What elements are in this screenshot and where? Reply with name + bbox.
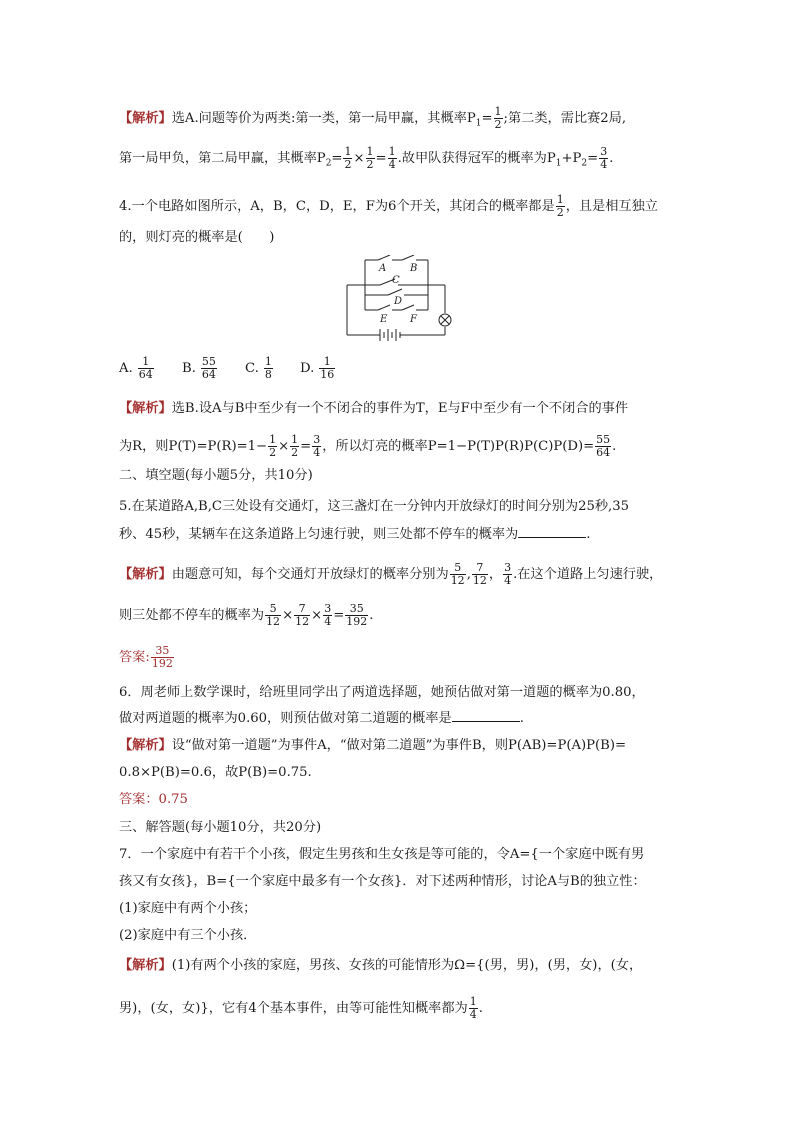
option-a[interactable] <box>119 356 155 381</box>
text: 为R，则P(T)=P(R)=1− <box>119 439 268 454</box>
question-5-line: 5.在某道路A,B,C三处设有交通灯，这三盏灯在一分钟内开放绿灯的时间分别为25秒,35 <box>119 499 630 514</box>
analysis-line <box>119 399 628 419</box>
text: 第一局甲负，第二局甲赢，其概率P <box>119 151 326 166</box>
text: 做对两道题的概率为0.60，则预估做对第二道题的概率是 <box>119 711 452 726</box>
text: .在这个道路上匀速行驶， <box>513 567 663 582</box>
analysis-line <box>119 106 626 134</box>
fraction: $\frac{1}{2}$ <box>344 145 352 171</box>
option-letter: C. <box>245 361 259 376</box>
text: 秒、45秒，某辆车在这条道路上匀速行驶，则三处都不停车的概率为 <box>119 527 519 542</box>
text: × <box>282 608 294 623</box>
option-c[interactable] <box>245 356 274 381</box>
question-4-line <box>119 194 658 219</box>
text: × <box>278 439 290 454</box>
fraction: $\frac{3}{4}$ <box>324 602 332 628</box>
fraction: 1 16 <box>320 355 335 381</box>
text: ， <box>488 567 503 582</box>
subscript: 1 <box>555 158 562 169</box>
option-letter: B. <box>182 361 196 376</box>
fraction: $\frac{3}{4}$ <box>504 561 512 587</box>
fraction: $\frac{1}{2}$ <box>291 433 299 459</box>
answer-line: 答案：0.75 <box>119 792 188 807</box>
analysis-line: 0.8×P(B)=0.6，故P(B)=0.75. <box>119 765 312 780</box>
question-7-line: (2)家庭中有三个小孩． <box>119 928 257 943</box>
text: × <box>311 608 323 623</box>
question-4-line: 的，则灯亮的概率是( ) <box>119 230 275 245</box>
fraction: $\frac{7}{12}$ <box>472 561 487 587</box>
text: 选B.设A与B中至少有一个不闭合的事件为T，E与F中至少有一个不闭合的事件 <box>171 401 629 416</box>
text: . <box>609 151 614 166</box>
analysis-tag: 【解析】 <box>119 567 172 582</box>
option-letter: D. <box>300 361 315 376</box>
switch-label-e: E <box>380 314 388 325</box>
fraction: $\frac{35}{192}$ <box>151 644 173 670</box>
analysis-line <box>119 736 626 756</box>
answer-blank[interactable] <box>518 525 586 538</box>
text: 男)，(女，女)}，它有4个基本事件，由等可能性知概率都为 <box>119 1001 468 1016</box>
analysis-tag: 【解析】 <box>119 111 172 126</box>
fraction: 55 64 <box>201 355 216 381</box>
option-b[interactable] <box>182 356 218 381</box>
question-7-line: 孩又有女孩}，B={一个家庭中最多有一个女孩}．对下述两种情形，讨论A与B的独立性： <box>119 874 646 889</box>
analysis-line <box>119 603 373 628</box>
fraction: $\frac{3}{4}$ <box>600 145 608 171</box>
text: ，且是相互独立 <box>565 199 658 214</box>
fraction: $\frac{5}{12}$ <box>266 602 281 628</box>
text: 由题意可知，每个交通灯开放绿灯的概率分别为 <box>171 567 449 582</box>
text: 设“做对第一道题”为事件A，“做对第二道题”为事件B，则P(AB)=P(A)P(B)= <box>171 738 627 753</box>
fraction: 1 8 <box>264 355 272 381</box>
analysis-line <box>119 146 613 174</box>
question-7-line: (1)家庭中有两个小孩； <box>119 901 257 916</box>
answer-blank[interactable] <box>452 709 520 722</box>
option-letter: A. <box>119 361 133 376</box>
circuit-diagram <box>340 255 460 347</box>
switch-label-f: F <box>410 314 417 325</box>
text: . <box>369 608 374 623</box>
answer-line <box>119 645 175 670</box>
text: = <box>481 111 493 126</box>
text: . <box>478 1001 483 1016</box>
text: .故甲队获得冠军的概率为P <box>397 151 556 166</box>
fraction: $\frac{1}{2}$ <box>269 433 277 459</box>
switch-label-a: A <box>379 263 387 274</box>
fraction: $\frac{55}{64}$ <box>596 433 611 459</box>
fraction: $\frac{1}{4}$ <box>469 995 477 1021</box>
analysis-tag: 【解析】 <box>119 958 172 973</box>
option-d[interactable] <box>300 356 336 381</box>
text: 则三处都不停车的概率为 <box>119 608 265 623</box>
analysis-line <box>119 562 662 587</box>
question-6-line <box>119 709 524 729</box>
section-heading: 二、填空题(每小题5分，共10分) <box>119 468 313 483</box>
text: ;第二类，需比赛2局, <box>503 111 627 126</box>
fraction: 1 64 <box>138 355 153 381</box>
subscript: 2 <box>325 158 332 169</box>
section-heading: 三、解答题(每小题10分，共20分) <box>119 820 322 835</box>
question-6-line: 6．周老师上数学课时，给班里同学出了两道选择题，她预估做对第一道题的概率为0.80， <box>119 685 645 700</box>
analysis-tag: 【解析】 <box>119 401 172 416</box>
text: = <box>331 151 343 166</box>
fraction: $\frac{1}{2}$ <box>494 105 502 131</box>
answer-label: 答案: <box>119 650 150 665</box>
text: ，所以灯亮的概率P=1−P(T)P(R)P(C)P(D)= <box>322 439 595 454</box>
question-5-line <box>119 525 590 545</box>
switch-label-c: C <box>392 275 400 286</box>
text: . <box>586 527 591 542</box>
text: = <box>333 608 345 623</box>
text: × <box>353 151 365 166</box>
text: +P <box>561 151 582 166</box>
question-7-line: 7．一个家庭中有若干个小孩，假定生男孩和生女孩是等可能的，令A={一个家庭中既有男 <box>119 847 645 862</box>
fraction: $\frac{1}{4}$ <box>388 145 396 171</box>
subscript: 2 <box>581 158 588 169</box>
analysis-tag: 【解析】 <box>119 738 172 753</box>
fraction: $\frac{1}{2}$ <box>556 193 564 219</box>
text: 4.一个电路如图所示，A，B，C，D，E，F为6个开关，其闭合的概率都是 <box>119 199 555 214</box>
fraction: $\frac{1}{2}$ <box>366 145 374 171</box>
analysis-line <box>119 996 483 1021</box>
fraction: $\frac{3}{4}$ <box>313 433 321 459</box>
text: = <box>587 151 599 166</box>
analysis-line <box>119 434 616 459</box>
fraction: $\frac{5}{12}$ <box>450 561 465 587</box>
text: = <box>300 439 312 454</box>
text: 选A.问题等价为两类:第一类，第一局甲赢，其概率P <box>171 111 476 126</box>
text: . <box>612 439 617 454</box>
analysis-line <box>119 956 642 976</box>
fraction: $\frac{7}{12}$ <box>295 602 310 628</box>
fraction: $\frac{35}{192}$ <box>346 602 368 628</box>
text: . <box>519 711 524 726</box>
text: (1)有两个小孩的家庭，男孩、女孩的可能情形为Ω={(男，男)，(男，女)，(女， <box>171 958 643 973</box>
switch-label-d: D <box>394 296 403 307</box>
subscript: 1 <box>475 118 482 129</box>
text: = <box>375 151 387 166</box>
switch-label-b: B <box>410 263 418 274</box>
text: , <box>466 567 471 582</box>
